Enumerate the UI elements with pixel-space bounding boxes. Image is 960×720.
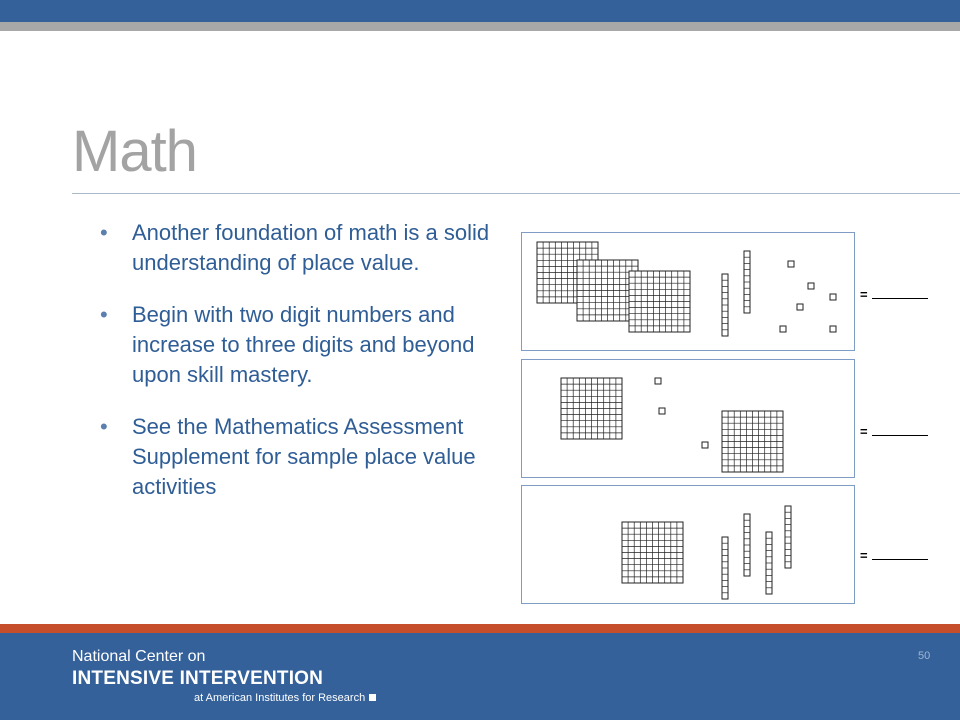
ones-cube	[788, 261, 794, 267]
ones-cube	[808, 283, 814, 289]
equals-sign: =	[860, 548, 868, 563]
ones-cube	[655, 378, 661, 384]
ones-cube	[830, 294, 836, 300]
blank-line	[872, 425, 928, 436]
org-name-line3	[194, 692, 376, 704]
footer-accent-stripe	[0, 624, 960, 633]
page-number: 50	[918, 650, 931, 662]
blank-line	[872, 549, 928, 560]
ones-cube	[659, 408, 665, 414]
org-name-line2: INTENSIVE INTERVENTION	[72, 668, 324, 689]
bullet-item: • Begin with two digit numbers and increase to three digits and beyond upon skill mastery.	[100, 300, 510, 390]
answer-blank-3	[860, 548, 928, 563]
ones-cube	[830, 326, 836, 332]
org-affiliation: at American Institutes for Research	[194, 692, 366, 704]
answer-blank-2	[860, 424, 928, 439]
ones-cube	[780, 326, 786, 332]
bullet-item: • Another foundation of math is a solid understanding of place value.	[100, 218, 510, 278]
ones-cube	[797, 304, 803, 310]
bullet-item: • See the Mathematics Assessment Supplement for sample place value activities	[100, 412, 510, 502]
slide-title: Math	[72, 119, 197, 184]
equals-sign: =	[860, 424, 868, 439]
blank-line	[872, 288, 928, 299]
answer-blank-1	[860, 287, 928, 302]
org-name-line1: National Center on	[72, 648, 206, 665]
logo-square-icon	[369, 694, 376, 701]
equals-sign: =	[860, 287, 868, 302]
ones-cube	[702, 442, 708, 448]
